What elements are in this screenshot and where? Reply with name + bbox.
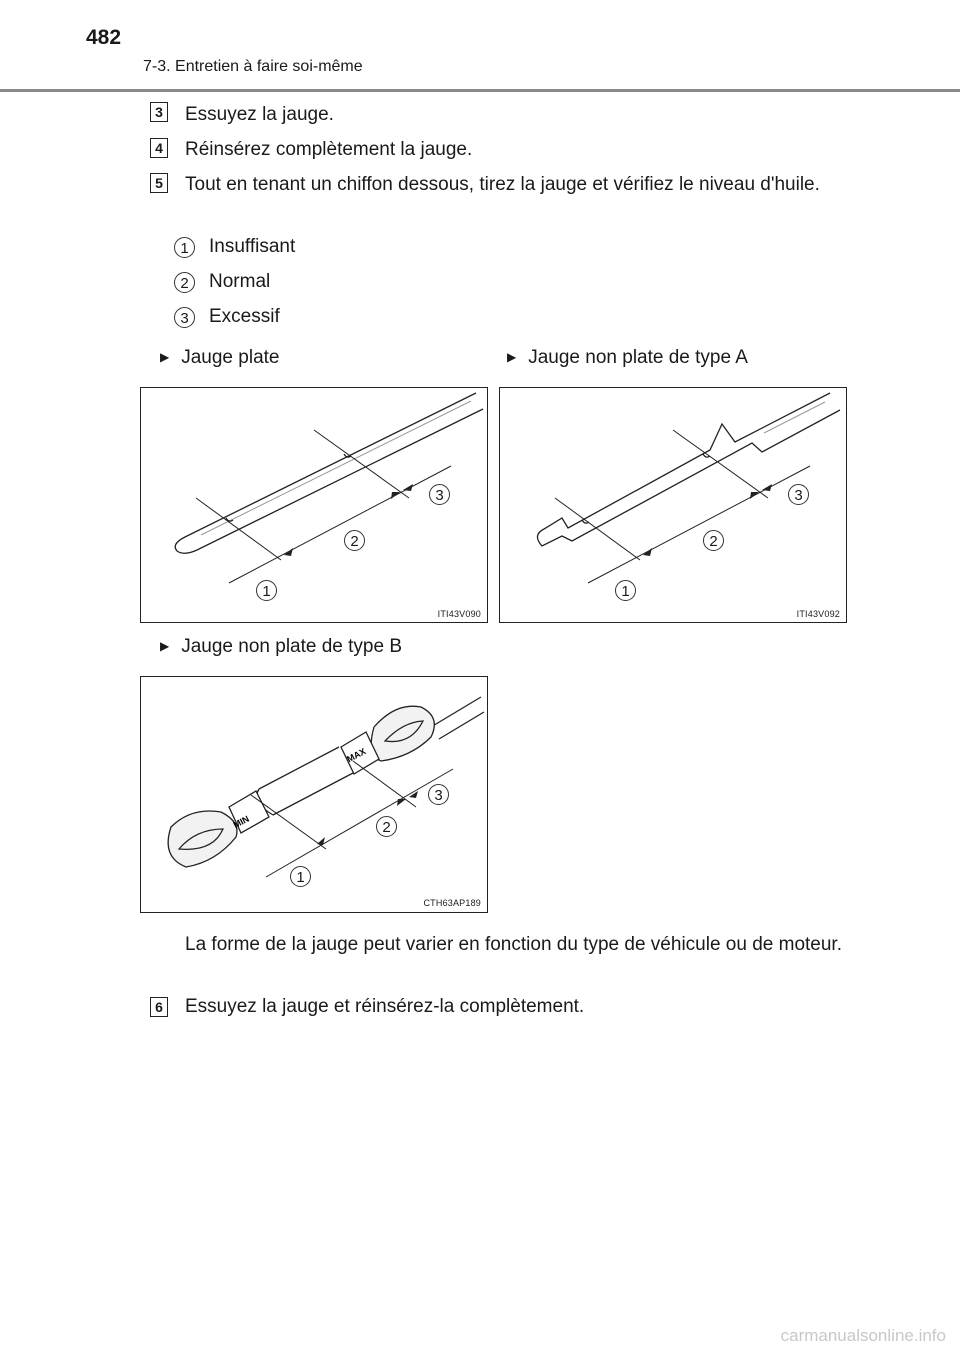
triangle-bullet-icon: ▶ — [507, 350, 517, 364]
callout-3: 3 — [428, 784, 449, 805]
min-marking: MIN — [231, 813, 251, 831]
callout-1: 1 — [615, 580, 636, 601]
figure-code: ITI43V092 — [796, 609, 840, 619]
triangle-bullet-icon: ▶ — [160, 350, 170, 364]
figure-2-caption: ▶ Jauge non plate de type A — [507, 347, 748, 368]
figure-type-a-dipstick — [499, 387, 847, 623]
type-a-dipstick-illustration — [500, 388, 845, 621]
note-text: La forme de la jauge peut varier en fonction du type de véhicule ou de moteur. — [185, 934, 842, 955]
callout-3: 3 — [788, 484, 809, 505]
level-2-label: Normal — [209, 271, 271, 292]
step-5-text: Tout en tenant un chiffon dessous, tirez la jauge et vérifiez le niveau d'huile. — [185, 174, 820, 195]
level-3-marker: 3 — [174, 307, 195, 328]
level-2-marker: 2 — [174, 272, 195, 293]
level-1-marker: 1 — [174, 237, 195, 258]
step-4-marker: 4 — [150, 138, 168, 158]
step-4-text: Réinsérez complètement la jauge. — [185, 139, 473, 160]
max-marking: MAX — [345, 746, 368, 765]
step-3-marker: 3 — [150, 102, 168, 122]
step-3-text: Essuyez la jauge. — [185, 104, 334, 125]
flat-dipstick-illustration — [141, 388, 486, 621]
step-6-text: Essuyez la jauge et réinsérez-la complètement. — [185, 996, 585, 1017]
figure-1-caption: ▶ Jauge plate — [160, 347, 280, 368]
header-divider — [0, 89, 960, 92]
callout-2: 2 — [703, 530, 724, 551]
page-number: 482 — [86, 26, 122, 49]
callout-2: 2 — [344, 530, 365, 551]
step-5-marker: 5 — [150, 173, 168, 193]
chapter-title: 7-3. Entretien à faire soi-même — [143, 58, 363, 75]
figure-code: CTH63AP189 — [423, 898, 481, 908]
callout-1: 1 — [256, 580, 277, 601]
callout-2: 2 — [376, 816, 397, 837]
level-3-label: Excessif — [209, 306, 280, 327]
step-6-marker: 6 — [150, 997, 168, 1017]
callout-1: 1 — [290, 866, 311, 887]
triangle-bullet-icon: ▶ — [160, 639, 170, 653]
figure-type-b-dipstick — [140, 676, 488, 913]
figure-code: ITI43V090 — [437, 609, 481, 619]
level-1-label: Insuffisant — [209, 236, 296, 257]
callout-3: 3 — [429, 484, 450, 505]
figure-flat-dipstick — [140, 387, 488, 623]
figure-3-caption: ▶ Jauge non plate de type B — [160, 636, 403, 657]
watermark: carmanualsonline.info — [780, 1326, 946, 1345]
